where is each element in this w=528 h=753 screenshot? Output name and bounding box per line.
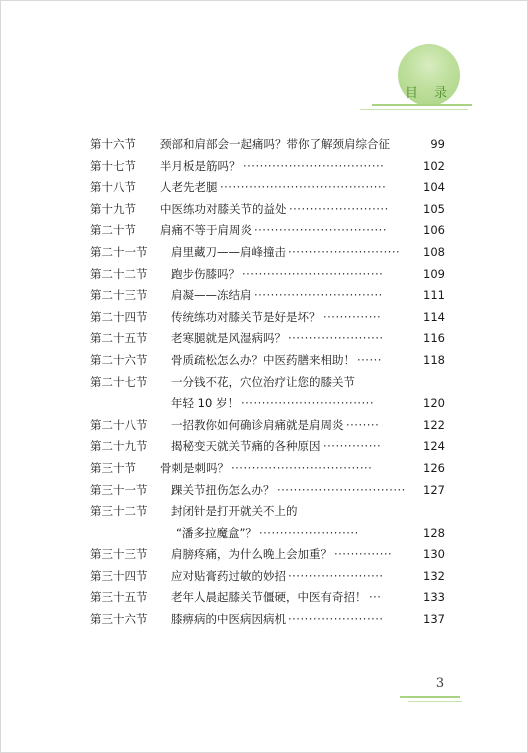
- toc-section-number: 第二十八节: [90, 417, 148, 432]
- toc-leader-dots: ··································: [243, 158, 385, 173]
- toc-entry[interactable]: [90, 480, 445, 502]
- page-number: 3: [435, 676, 445, 691]
- toc-entry[interactable]: [90, 393, 445, 415]
- toc-section-number: 第二十五节: [90, 331, 148, 346]
- toc-page-number: 109: [423, 266, 445, 281]
- toc-entry[interactable]: [90, 523, 445, 545]
- toc-entry[interactable]: [90, 264, 445, 286]
- toc-entry-title: 一分钱不花，穴位治疗让您的膝关节: [171, 374, 355, 389]
- toc-leader-dots: ························: [259, 525, 359, 540]
- toc-page-number: 127: [423, 482, 445, 497]
- toc-leader-dots: ··································: [231, 460, 373, 475]
- toc-entry[interactable]: [90, 242, 445, 264]
- toc-section-number: 第二十节: [90, 223, 136, 238]
- table-of-contents: [90, 134, 445, 631]
- toc-entry-title: 肩膀疼痛，为什么晚上会加重？: [171, 547, 332, 562]
- toc-leader-dots: ··············: [334, 547, 393, 562]
- toc-page-number: 99: [430, 137, 445, 151]
- toc-entry-title: 颈部和肩部会一起痛吗？带你了解颈肩综合征: [160, 137, 390, 151]
- toc-entry[interactable]: [90, 220, 445, 242]
- toc-entry[interactable]: [90, 544, 445, 566]
- toc-page-number: 105: [423, 201, 445, 216]
- toc-leader-dots: ···: [369, 590, 382, 605]
- toc-leader-dots: ·······················: [288, 568, 384, 583]
- toc-page-number: 133: [423, 590, 445, 605]
- toc-page-number: 122: [423, 417, 445, 432]
- toc-entry[interactable]: [90, 458, 445, 480]
- toc-section-number: 第二十二节: [90, 266, 148, 281]
- toc-entry-title: 踝关节扭伤怎么办？: [171, 482, 275, 497]
- toc-entry-title: 揭秘变天就关节痛的各种原因: [171, 439, 321, 454]
- toc-entry-title: 老寒腿就是风湿病吗？: [171, 331, 286, 346]
- toc-entry-title: “潘多拉魔盒”？: [176, 525, 257, 540]
- toc-section-number: 第二十六节: [90, 352, 148, 367]
- toc-entry-title: 封闭针是打开就关不上的: [171, 504, 298, 519]
- toc-page-number: 132: [423, 568, 445, 583]
- toc-entry-title: 传统练功对膝关节是好是坏？: [171, 309, 321, 324]
- toc-section-number: 第三十一节: [90, 482, 148, 497]
- toc-section-number: 第二十九节: [90, 439, 148, 454]
- toc-section-number: 第三十三节: [90, 547, 148, 562]
- toc-entry-title: 半月板是筋吗？: [160, 158, 241, 173]
- toc-entry-title: 膝痹病的中医病因病机: [171, 612, 286, 627]
- toc-entry-title: 老年人晨起膝关节僵硬，中医有奇招！: [171, 590, 367, 605]
- toc-entry[interactable]: [90, 307, 445, 329]
- toc-entry-title: 人老先老腿: [160, 180, 218, 195]
- contents-title: 目 录: [404, 86, 454, 101]
- toc-leader-dots: ··································: [242, 266, 384, 281]
- header-rule: [372, 104, 472, 106]
- toc-page-number: 111: [423, 288, 445, 303]
- toc-page-number: 126: [423, 460, 445, 475]
- toc-leader-dots: ··············: [323, 309, 382, 324]
- toc-entry[interactable]: [90, 156, 445, 178]
- toc-entry-title: 肩痛不等于肩周炎: [160, 223, 252, 238]
- toc-section-number: 第十九节: [90, 201, 136, 216]
- header-rule-thin: [360, 109, 468, 110]
- toc-leader-dots: ···························: [288, 244, 401, 259]
- toc-section-number: 第二十三节: [90, 288, 148, 303]
- toc-page-number: 108: [423, 244, 445, 259]
- toc-page-number: 137: [423, 612, 445, 627]
- toc-leader-dots: ································: [254, 223, 387, 238]
- toc-leader-dots: ·······························: [277, 482, 406, 497]
- toc-entry-title: 肩凝——冻结肩: [171, 288, 252, 303]
- toc-section-number: 第十六节: [90, 137, 136, 151]
- toc-entry-title: 肩里藏刀——肩峰撞击: [171, 244, 286, 259]
- toc-entry[interactable]: [90, 199, 445, 221]
- toc-entry[interactable]: [90, 415, 445, 437]
- toc-page-number: 116: [423, 331, 445, 346]
- toc-section-number: 第二十一节: [90, 244, 148, 259]
- toc-section-number: 第三十五节: [90, 590, 148, 605]
- toc-leader-dots: ········································: [220, 180, 387, 195]
- footer-rule-thin: [408, 701, 462, 702]
- toc-page-number: 106: [423, 223, 445, 238]
- toc-entry[interactable]: [90, 372, 445, 394]
- toc-section-number: 第二十七节: [90, 374, 148, 389]
- toc-entry-title: 骨刺是刺吗？: [160, 460, 229, 475]
- toc-leader-dots: ·······················: [288, 331, 384, 346]
- toc-entry[interactable]: [90, 501, 445, 523]
- toc-leader-dots: ········: [346, 417, 380, 432]
- toc-page-number: 102: [423, 158, 445, 173]
- toc-page-number: 118: [423, 352, 445, 367]
- toc-page-number: 128: [423, 525, 445, 540]
- toc-page-number: 104: [423, 180, 445, 195]
- toc-section-number: 第三十四节: [90, 568, 148, 583]
- toc-section-number: 第三十二节: [90, 504, 148, 519]
- toc-entry-title: 骨质疏松怎么办？中医药膳来相助！: [171, 352, 355, 367]
- toc-entry-title: 跑步伤膝吗？: [171, 266, 240, 281]
- toc-section-number: 第十七节: [90, 158, 136, 173]
- toc-entry[interactable]: [90, 177, 445, 199]
- toc-entry-title: 中医练功对膝关节的益处: [160, 201, 287, 216]
- toc-entry[interactable]: [90, 436, 445, 458]
- toc-section-number: 第十八节: [90, 180, 136, 195]
- toc-leader-dots: ························: [289, 201, 389, 216]
- toc-entry[interactable]: [90, 609, 445, 631]
- toc-leader-dots: ································: [241, 396, 374, 411]
- toc-section-number: 第三十节: [90, 460, 136, 475]
- footer-rule: [400, 696, 460, 698]
- toc-entry[interactable]: [90, 566, 445, 588]
- toc-leader-dots: ·······················: [288, 612, 384, 627]
- toc-section-number: 第三十六节: [90, 612, 148, 627]
- toc-page-number: 130: [423, 547, 445, 562]
- toc-entry[interactable]: [90, 350, 445, 372]
- toc-leader-dots: ·······························: [254, 288, 383, 303]
- header-decoration: [360, 44, 480, 114]
- toc-page-number: 120: [423, 396, 445, 411]
- toc-page-number: 114: [423, 309, 445, 324]
- toc-entry[interactable]: [90, 587, 445, 609]
- toc-section-number: 第二十四节: [90, 309, 148, 324]
- toc-entry[interactable]: [90, 285, 445, 307]
- toc-entry-title: 一招教你如何确诊肩痛就是肩周炎: [171, 417, 344, 432]
- toc-leader-dots: ······: [357, 352, 382, 367]
- toc-entry[interactable]: [90, 134, 445, 156]
- toc-entry[interactable]: [90, 328, 445, 350]
- toc-entry-title: 应对贴膏药过敏的妙招: [171, 568, 286, 583]
- toc-page-number: 124: [423, 439, 445, 454]
- toc-entry-title: 年轻 10 岁！: [171, 396, 239, 411]
- toc-leader-dots: ··············: [323, 439, 382, 454]
